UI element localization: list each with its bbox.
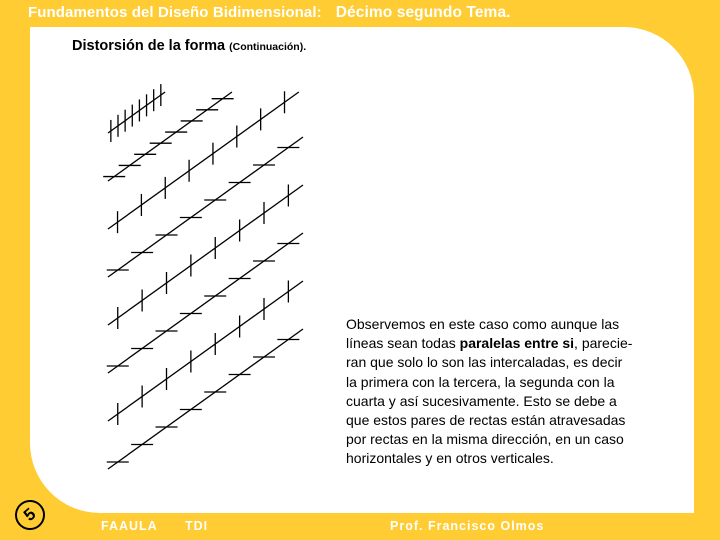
section-title-note: (Continuación). [229, 41, 307, 53]
explanation-line-2-end: , parecie- [574, 335, 633, 352]
diagonal-line [108, 281, 303, 421]
diagonal-line [108, 329, 303, 469]
course-name: Fundamentos del Diseño Bidimensional: [28, 4, 322, 21]
explanation-line-1: Observemos en este caso como aunque las [346, 316, 620, 332]
footer-course-code: TDI [185, 519, 209, 533]
diagonal-line [108, 137, 303, 277]
page-number: 5 [19, 504, 40, 525]
section-title-main: Distorsión de la forma [72, 38, 226, 54]
footer-professor: Prof. Francisco Olmos [390, 519, 545, 533]
footer-school: FAAULA [101, 519, 158, 533]
diagonal-line [108, 233, 303, 373]
explanation-rest: ran que solo lo son las intercaladas, es decir la primera con la tercera, la segunda con la cuarta y así sucesivamente. Esto se debe a que estos pares de rectas están atravesadas por rectas en la misma dirección, en un caso horizontales y en otros verticales. [346, 354, 626, 467]
explanation-text [346, 315, 682, 469]
diagonal-line [108, 185, 303, 325]
explanation-emphasis: paralelas entre si [459, 335, 575, 352]
topic-name: Décimo segundo Tema. [335, 4, 511, 21]
explanation-line-2-start: líneas sean todas [346, 335, 460, 352]
diagonal-line [108, 92, 232, 181]
diagonal-line [108, 92, 165, 133]
